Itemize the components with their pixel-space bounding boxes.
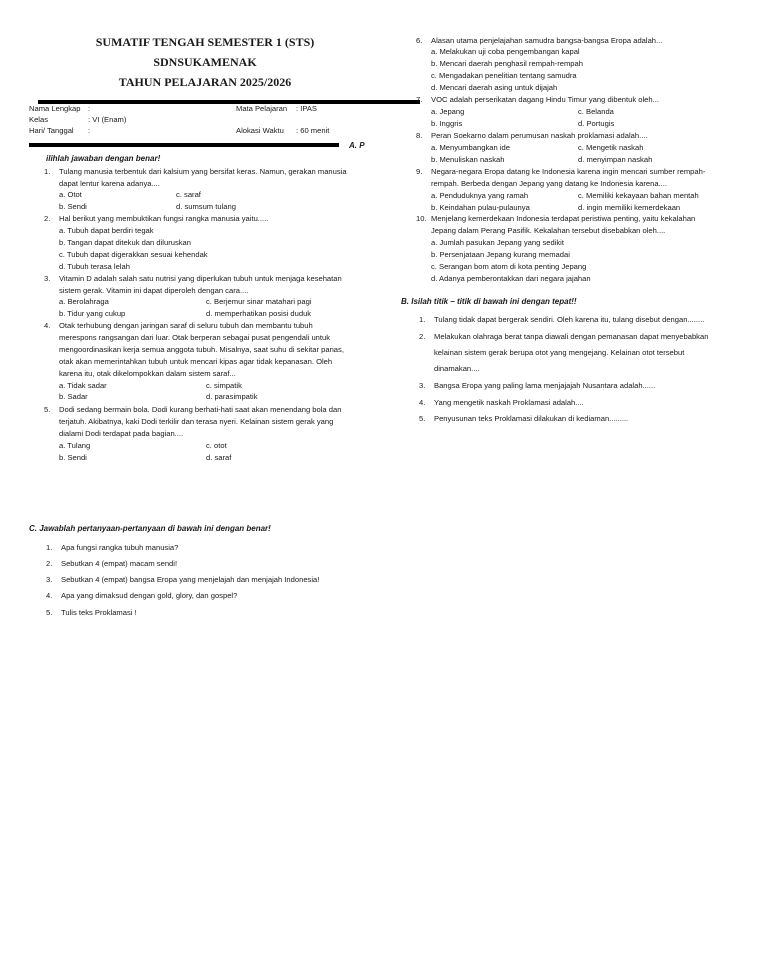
question-text: dapat lentur karena adanya....	[59, 179, 160, 188]
question-text: Otak terhubung dengan jaringan saraf di seluru tubuh dan membantu tubuh	[59, 321, 313, 330]
school-name: SDNSUKAMENAK	[153, 55, 257, 69]
option-c: c. simpatik	[206, 381, 242, 390]
option-a: a. Menyumbangkan ide	[431, 143, 510, 152]
option-c: c. otot	[206, 441, 227, 450]
question-text: otak akan memerintahkan tubuh untuk mencari kipas agar tidak kepanasan. Oleh	[59, 357, 333, 366]
option-c: c. Tubuh dapat digerakkan sesuai kehendak	[59, 250, 208, 259]
option-a: a. Otot	[59, 190, 82, 199]
question-number: 9.	[416, 167, 423, 176]
option-b: b. Menuliskan naskah	[431, 155, 505, 164]
option-a: a. Melakukan uji coba pengembangan kapal	[431, 47, 580, 56]
name-label: Nama Lengkap	[29, 104, 81, 113]
question-text: Peran Soekarno dalam perumusan naskah proklamasi adalah....	[431, 131, 648, 140]
list-number: 2.	[46, 559, 53, 568]
question-number: 1.	[44, 167, 51, 176]
header-divider	[38, 100, 420, 104]
option-d: d. parasimpatik	[206, 392, 258, 401]
list-number: 4.	[419, 398, 426, 407]
option-a: a. Tulang	[59, 441, 91, 450]
question-number: 5.	[44, 405, 51, 414]
list-item: Sebutkan 4 (empat) bangsa Eropa yang menjelajah dan menjajah Indonesia!	[61, 575, 320, 584]
exam-title: SUMATIF TENGAH SEMESTER 1 (STS)	[95, 35, 315, 49]
list-item: Tulang tidak dapat bergerak sendiri. Oleh karena itu, tulang disebut dengan........	[434, 315, 705, 324]
option-b: b. Sendi	[59, 202, 87, 211]
time-value: : 60 menit	[296, 126, 330, 135]
list-number: 5.	[46, 608, 53, 617]
list-item: Yang mengetik naskah Proklamasi adalah....	[434, 398, 584, 407]
class-value: : VI (Enam)	[88, 115, 127, 124]
question-number: 7.	[416, 95, 423, 104]
option-a: a. Tubuh dapat berdiri tegak	[59, 226, 154, 235]
option-c: c. Memiliki kekayaan bahan mentah	[578, 191, 699, 200]
section-b-title: B. Isilah titik – titik di bawah ini dengan tepat!!	[401, 297, 577, 306]
option-c: c. Mengetik naskah	[578, 143, 644, 152]
option-b: b. Tidur yang cukup	[59, 309, 126, 318]
question-text: karena itu, otak dikelompokkan dalam sistem saraf...	[59, 369, 236, 378]
option-a: a. Tidak sadar	[59, 381, 107, 390]
option-b: b. Keindahan pulau-pulaunya	[431, 203, 530, 212]
option-d: d. menyimpan naskah	[578, 155, 653, 164]
question-text: mengoordinasikan kerja semua anggota tubuh. Misalnya, saat suhu di sekitar panas,	[59, 345, 344, 354]
question-number: 8.	[416, 131, 423, 140]
question-text: Jepang dalam Perang Pasifik. Kekalahan tersebut disebabkan oleh....	[431, 226, 666, 235]
list-number: 4.	[46, 591, 53, 600]
list-item: kelainan sistem gerak berupa otot yang mengejang. Kelainan otot tersebut	[434, 348, 685, 357]
date-colon: :	[88, 126, 91, 135]
list-item: Tulis teks Proklamasi !	[61, 608, 137, 617]
list-number: 3.	[419, 381, 426, 390]
list-number: 3.	[46, 575, 53, 584]
list-item: dinamakan....	[434, 364, 480, 373]
academic-year: TAHUN PELAJARAN 2025/2026	[118, 75, 292, 89]
section-c-title: C. Jawablah pertanyaan-pertanyaan di bawah ini dengan benar!	[29, 524, 271, 533]
info-divider	[29, 143, 339, 147]
option-d: d. Tubuh terasa lelah	[59, 262, 130, 271]
name-colon: :	[88, 104, 91, 113]
option-d: d. memperhatikan posisi duduk	[206, 309, 312, 318]
list-number: 1.	[419, 315, 426, 324]
subject-label: Mata Pelajaran	[236, 104, 288, 113]
option-b: b. Mencari daerah penghasil rempah-rempah	[431, 59, 583, 68]
option-a: a. Berolahraga	[59, 297, 109, 306]
option-b: b. Sendi	[59, 453, 87, 462]
list-number: 2.	[419, 332, 426, 341]
option-c: c. Berjemur sinar matahari pagi	[206, 297, 312, 306]
question-text: Vitamin D adalah salah satu nutrisi yang diperlukan tubuh untuk menjaga kesehatan	[59, 274, 342, 283]
question-number: 10.	[416, 214, 427, 223]
list-number: 1.	[46, 543, 53, 552]
class-label: Kelas	[29, 115, 48, 124]
section-a-instruction: ilihlah jawaban dengan benar!	[46, 154, 161, 163]
question-text: Menjelang kemerdekaan Indonesia terdapat peristiwa penting, yaitu kekalahan	[431, 214, 696, 223]
option-c: c. saraf	[176, 190, 201, 199]
question-number: 3.	[44, 274, 51, 283]
option-a: a. Jepang	[431, 107, 465, 116]
question-text: sistem gerak. Vitamin ini dapat diperoleh dengan cara....	[59, 286, 249, 295]
date-label: Hari/ Tanggal	[29, 126, 74, 135]
option-a: a. Jumlah pasukan Jepang yang sedikit	[431, 238, 564, 247]
list-item: Sebutkan 4 (empat) macam sendi!	[61, 559, 178, 568]
question-number: 6.	[416, 36, 423, 45]
question-text: dialami Dodi terdapat pada bagian....	[59, 429, 184, 438]
question-text: Negara-negara Eropa datang ke Indonesia karena ingin mencari sumber rempah-	[431, 167, 706, 176]
subject-value: : IPAS	[296, 104, 317, 113]
option-b: b. Inggris	[431, 119, 463, 128]
option-d: d. sumsum tulang	[176, 202, 236, 211]
question-number: 2.	[44, 214, 51, 223]
question-text: VOC adalah perserikatan dagang Hindu Timur yang dibentuk oleh...	[431, 95, 659, 104]
option-b: b. Sadar	[59, 392, 88, 401]
option-c: c. Serangan bom atom di kota penting Jepang	[431, 262, 587, 271]
option-b: b. Tangan dapat ditekuk dan diluruskan	[59, 238, 192, 247]
list-item: Apa fungsi rangka tubuh manusia?	[61, 543, 179, 552]
question-text: rempah. Berbeda dengan Jepang yang datang ke Indonesia karena....	[431, 179, 668, 188]
option-c: c. Mengadakan penelitian tentang samudra	[431, 71, 577, 80]
question-text: merespons rangsangan dari luar. Otak berperan sebagai pusat pengendali untuk	[59, 333, 331, 342]
list-item: Penyusunan teks Proklamasi dilakukan di kediaman.........	[434, 414, 629, 423]
question-text: Tulang manusia terbentuk dari kalsium yang bersifat keras. Namun, gerakan manusia	[59, 167, 347, 176]
section-a-marker: A. P	[349, 141, 365, 150]
option-d: d. Portugis	[578, 119, 615, 128]
list-number: 5.	[419, 414, 426, 423]
time-label: Alokasi Waktu	[236, 126, 284, 135]
question-text: Alasan utama penjelajahan samudra bangsa-bangsa Eropa adalah...	[431, 36, 663, 45]
question-number: 4.	[44, 321, 51, 330]
question-text: Hal berikut yang membuktikan fungsi rangka manusia yaitu.....	[59, 214, 269, 223]
list-item: Melakukan olahraga berat tanpa diawali dengan pemanasan dapat menyebabkan	[434, 332, 709, 341]
option-b: b. Persenjataan Jepang kurang memadai	[431, 250, 570, 259]
option-d: d. ingin memiliki kemerdekaan	[578, 203, 681, 212]
option-d: d. Adanya pemberontakkan dari negara jajahan	[431, 274, 591, 283]
list-item: Bangsa Eropa yang paling lama menjajajah Nusantara adalah......	[434, 381, 656, 390]
option-a: a. Penduduknya yang ramah	[431, 191, 529, 200]
option-d: d. saraf	[206, 453, 232, 462]
option-d: d. Mencari daerah asing untuk dijajah	[431, 83, 558, 92]
question-text: terjatuh. Akibatnya, kaki Dodi terkilir dan terasa nyeri. Kelainan sistem gerak yang	[59, 417, 334, 426]
question-text: Dodi sedang bermain bola. Dodi kurang berhati-hati saat akan menendang bola dan	[59, 405, 342, 414]
list-item: Apa yang dimaksud dengan gold, glory, dan gospel?	[61, 591, 238, 600]
option-c: c. Belanda	[578, 107, 614, 116]
